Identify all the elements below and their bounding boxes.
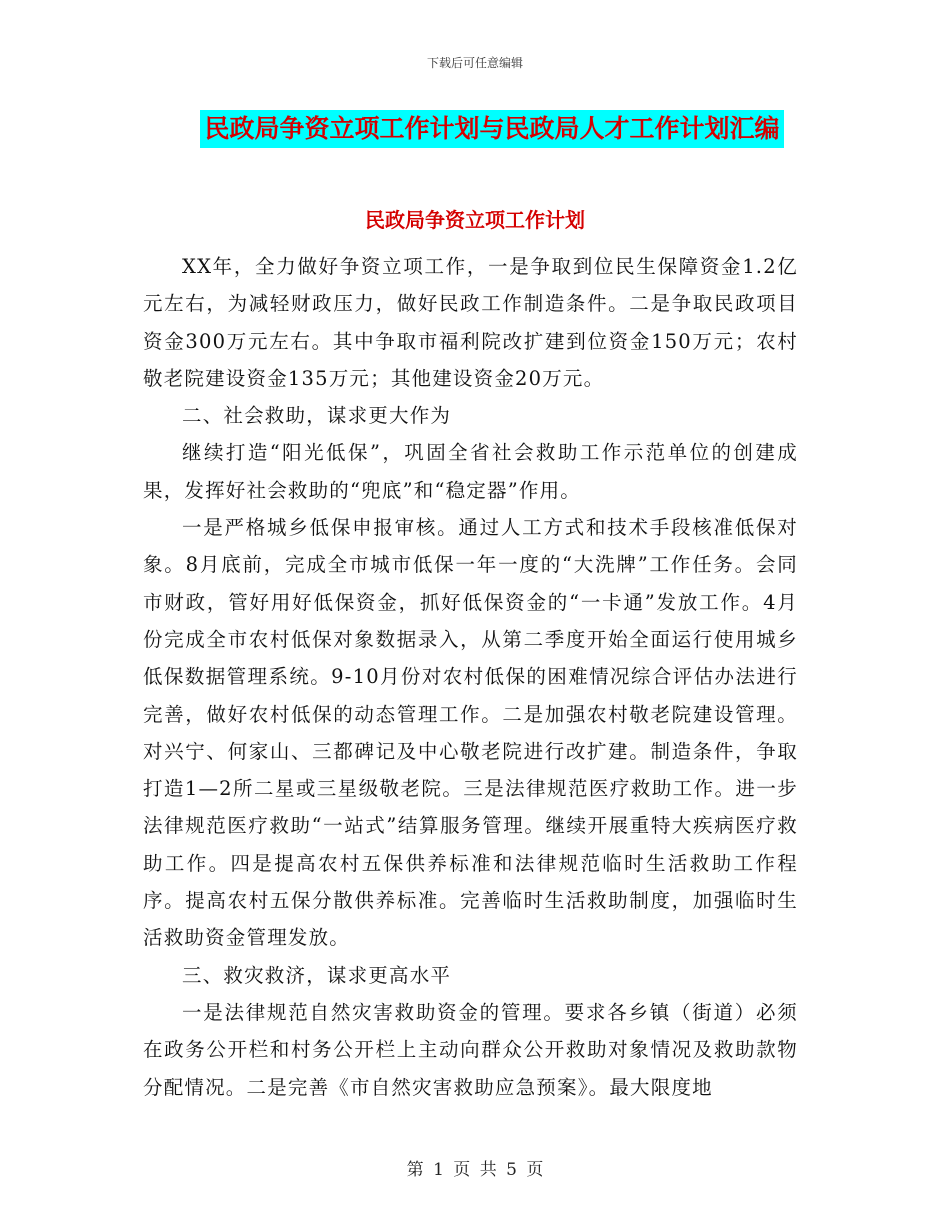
document-title: 民政局争资立项工作计划与民政局人才工作计划汇编: [200, 110, 783, 148]
paragraph: 继续打造“阳光低保”，巩固全省社会救助工作示范单位的创建成果，发挥好社会救助的“兜底”和“稳定器”作用。: [143, 441, 798, 502]
paragraph: 一是法律规范自然灾害救助资金的管理。要求各乡镇（街道）必须在政务公开栏和村务公开栏上主动向群众公开救助对象情况及救助款物分配情况。二是完善《市自然灾害救助应急预案》。最大限度地: [143, 1000, 798, 1099]
paragraph: 一是严格城乡低保申报审核。通过人工方式和技术手段核准低保对象。8月底前，完成全市城市低保一年一度的“大洗牌”工作任务。会同市财政，管好用好低保资金，抓好低保资金的“一卡通”发放工作。4月份完成全市农村低保对象数据录入，从第二季度开始全面运行使用城乡低保数据管理系统。9-10月份对农村低保的困难情况综合评估办法进行完善，做好农村低保的动态管理工作。二是加强农村敬老院建设管理。对兴宁、何家山、三都碑记及中心敬老院进行改扩建。制造条件，争取打造1—2所二星或三星级敬老院。三是法律规范医疗救助工作。进一步法律规范医疗救助“一站式”结算服务管理。继续开展重特大疾病医疗救助工作。四是提高农村五保供养标准和法律规范临时生活救助工作程序。提高农村五保分散供养标准。完善临时生活救助制度，加强临时生活救助资金管理发放。: [143, 516, 798, 950]
paragraph: XX年，全力做好争资立项工作，一是争取到位民生保障资金1.2亿元左右，为减轻财政压力，做好民政工作制造条件。二是争取民政项目资金300万元左右。其中争取市福利院改扩建到位资金150万元；农村敬老院建设资金135万元；其他建设资金20万元。: [143, 255, 798, 390]
title-wrapper: [0, 110, 950, 148]
paragraph: 三、救灾救济，谋求更高水平: [182, 963, 452, 987]
section-title: 民政局争资立项工作计划: [365, 208, 585, 232]
page-number: 第 1 页 共 5 页: [406, 1160, 544, 1180]
document-body: [143, 248, 798, 1106]
paragraph: 二、社会救助，谋求更大作为: [182, 404, 452, 428]
page-header-note: 下载后可任意编辑: [426, 56, 523, 70]
